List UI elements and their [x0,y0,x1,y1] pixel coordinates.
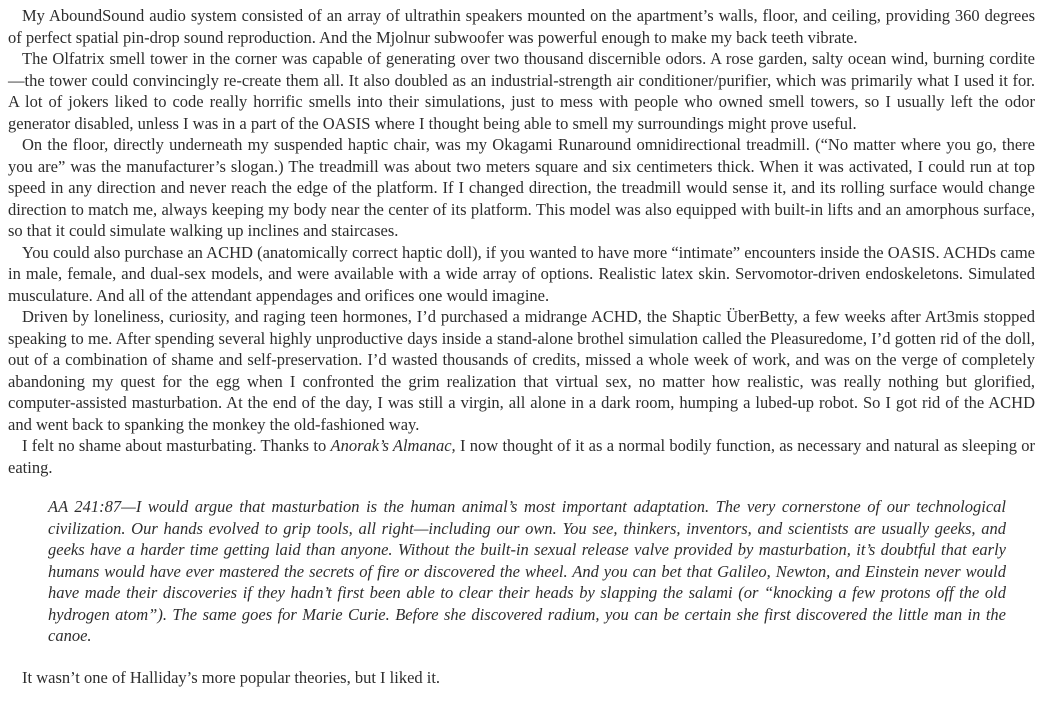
paragraph-achd: You could also purchase an ACHD (anatomically correct haptic doll), if you wanted to have more “intimate” encounters inside the OASIS. ACHDs came in male, female, and dual-sex models, and were available with a wide array of options. Realistic latex skin. Servomotor-driven endoskeletons. Simulated musculature. And all of the attendant appendages and orifices one would imagine. [8,242,1035,305]
paragraph-closing: It wasn’t one of Halliday’s more popular theories, but I liked it. [22,667,441,687]
paragraph-olfatrix: The Olfatrix smell tower in the corner was capable of generating over two thousand discernible odors. A rose garden, salty ocean wind, burning cordite—the tower could convincingly re-create them all. It also doubled as an industrial-strength air conditioner/purifier, which was primarily what I used it for. A lot of jokers liked to code really horrific smells into their simulations, just to mess with people who owned smell towers, so I usually left the odor generator disabled, unless I was in a part of the OASIS where I thought being able to smell my surroundings might prove useful. [8,49,1035,133]
blockquote-anoraks-almanac: AA 241:87—I would argue that masturbation is the human animal’s most important adaptation. The very cornerstone of our technological civilization. Our hands evolved to grip tools, all right—including our own. You see, thinkers, inventors, and scientists are usually geeks, and geeks have a harder time getting laid than anyone. Without the built-in sexual release valve provided by masturbation, it’s doubtful that early humans would have ever mastered the secrets of fire or discovered the wheel. And you can bet that Galileo, Newton, and Einstein never would have made their discoveries if they hadn’t first been able to clear their heads by slapping the salami (or “knocking a few protons off the old hydrogen atom”). The same goes for Marie Curie. Before she discovered radium, you can be certain she first discovered the little man in the canoe. [48,497,1006,645]
paragraph-uberbetty: Driven by loneliness, curiosity, and raging teen hormones, I’d purchased a midrange ACHD, the Shaptic ÜberBetty, a few weeks after Art3mis stopped speaking to me. After spending several highly unproductive days inside a stand-alone brothel simulation called the Pleasuredome, I’d gotten rid of the doll, out of a combination of shame and self-preservation. I’d wasted thousands of credits, missed a whole week of work, and was on the verge of completely abandoning my quest for the egg when I confronted the grim realization that virtual sex, no matter how realistic, was really nothing but glorified, computer-assisted masturbation. At the end of the day, I was still a virgin, all alone in a dark room, humping a lubed-up robot. So I got rid of the ACHD and went back to spanking the monkey the old-fashioned way. [8,307,1035,434]
text-segment: I felt no shame about masturbating. Thanks to [22,436,331,455]
paragraph-no-shame [8,435,1035,478]
paragraph-aboundsound: My AboundSound audio system consisted of an array of ultrathin speakers mounted on the apartment’s walls, floor, and ceiling, providing 360 degrees of perfect spatial pin-drop sound reproduction. And the Mjolnur subwoofer was powerful enough to make my back teeth vibrate. [8,6,1035,47]
book-title-italic: Anorak’s Almanac, [330,436,456,455]
text-segment: I now thought of it as a normal bodily function, as necessary and natural as sleeping or eating. [8,436,1035,477]
paragraph-treadmill: On the floor, directly underneath my suspended haptic chair, was my Okagami Runaround omnidirectional treadmill. (“No matter where you go, there you are” was the manufacturer’s slogan.) The treadmill was about two meters square and six centimeters thick. When it was activated, I could run at top speed in any direction and never reach the edge of the platform. If I changed direction, the treadmill would sense it, and its rolling surface would change direction to match me, always keeping my body near the center of its platform. This model was also equipped with built-in lifts and an amorphous surface, so that it could simulate walking up inclines and staircases. [8,135,1035,240]
